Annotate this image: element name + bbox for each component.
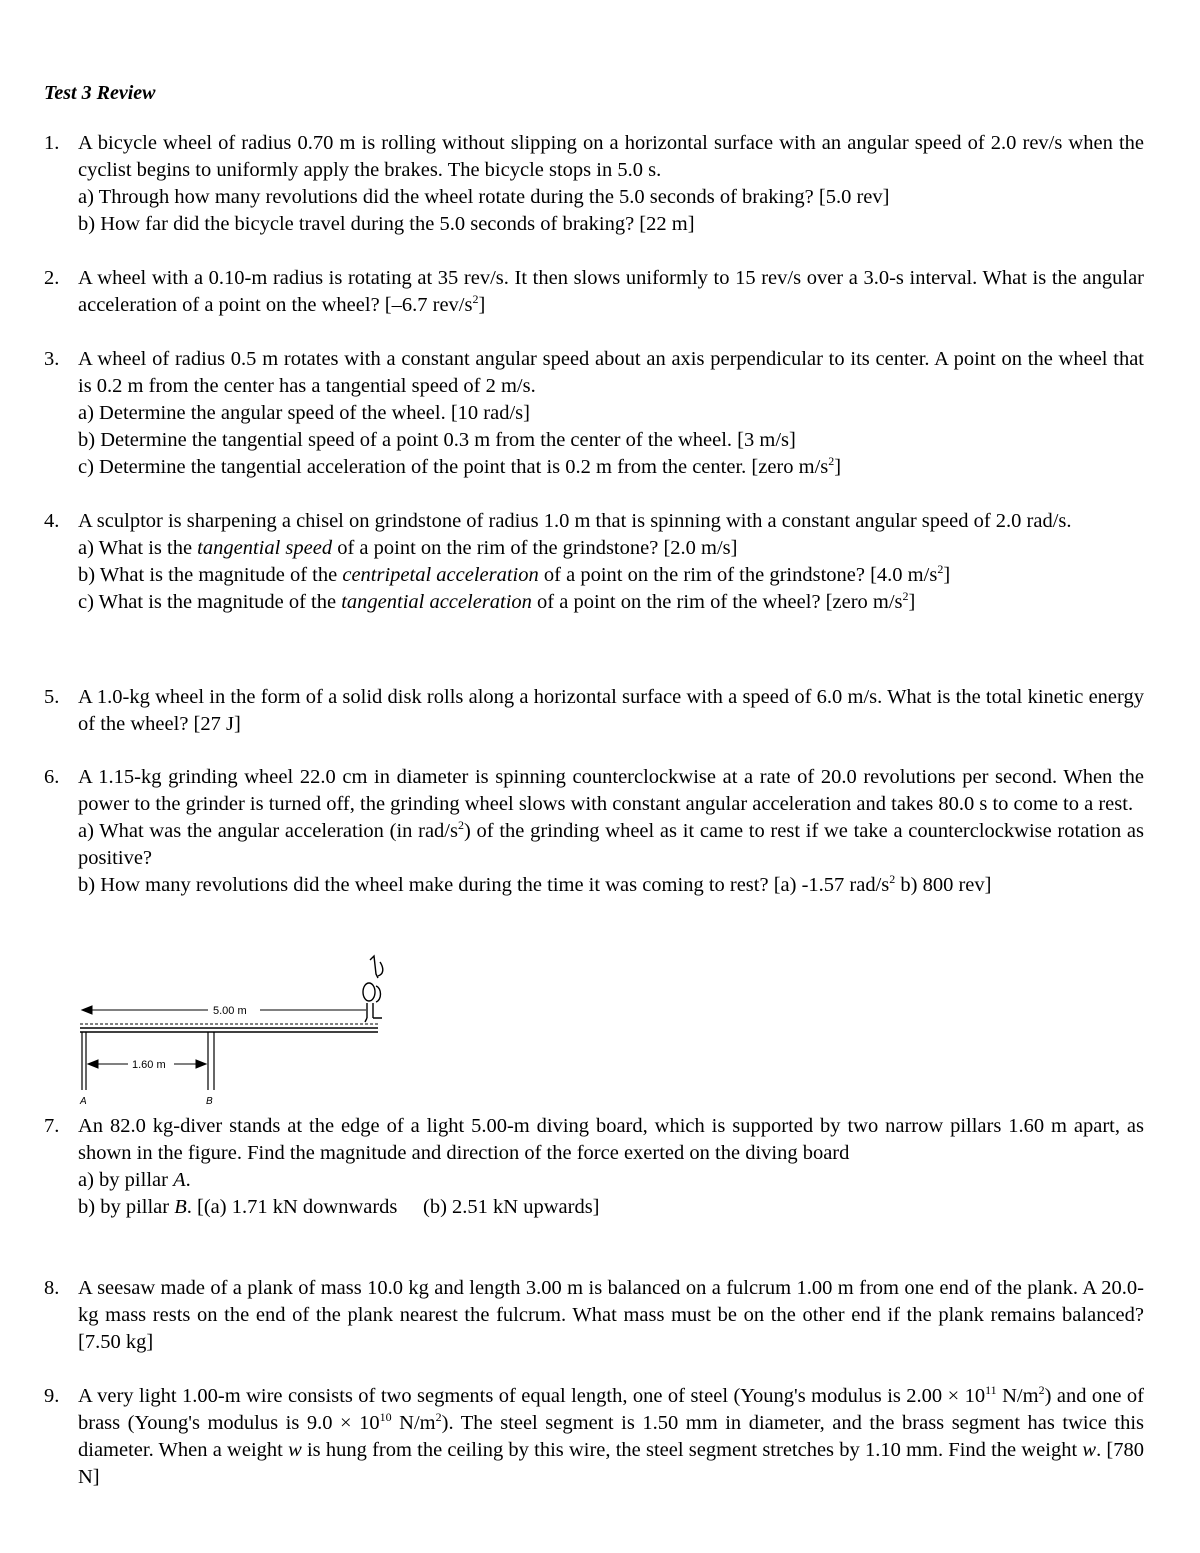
question-part-c [78, 454, 1144, 481]
question-2 [44, 265, 1144, 319]
pillar-a-label: A [80, 1096, 87, 1107]
diving-board [80, 1024, 378, 1032]
superscript: 2 [435, 1410, 442, 1424]
text-segment: N/m [391, 1412, 436, 1434]
text-segment: . [780 N] [78, 1439, 1144, 1488]
question-part-b: b) Determine the tangential speed of a point 0.3 m from the center of the wheel. [3 m/s] [78, 429, 796, 451]
question-part-b [78, 872, 1144, 899]
text-segment: ). The steel segment is 1.50 mm in diameter, and the brass segment has twice this diameter. When a weight [78, 1412, 1144, 1461]
question-part-c [78, 589, 1144, 616]
superscript: 2 [889, 872, 896, 886]
dimension-span-label: 1.60 m [132, 1059, 166, 1071]
question-8 [44, 1275, 1144, 1356]
part-post: b) 800 rev] [895, 874, 992, 896]
superscript: 10 [379, 1410, 392, 1424]
question-part-b [78, 562, 1144, 589]
emphasis: tangential acceleration [341, 591, 532, 613]
question-text: A 1.0-kg wheel in the form of a solid disk rolls along a horizontal surface with a speed of 6.0 m/s. What is the total kinetic energy of the wheel? [27 J] [78, 686, 1144, 735]
question-number: 3. [44, 348, 60, 370]
part-pre: a) What is the [78, 537, 198, 559]
emphasis: centripetal acceleration [342, 564, 539, 586]
question-number: 2. [44, 267, 60, 289]
dimension-total-label: 5.00 m [213, 1005, 247, 1017]
text-segment: A very light 1.00-m wire consists of two segments of equal length, one of steel (Young's modulus is 2.00 × 10 [78, 1385, 986, 1407]
part-pre: b) What is the magnitude of the [78, 564, 343, 586]
question-6 [44, 764, 1144, 899]
question-text: A bicycle wheel of radius 0.70 m is rolling without slipping on a horizontal surface with an angular speed of 2.0 rev/s when the cyclist begins to uniformly apply the brakes. The bicycle stops in 5.0 s. [78, 132, 1144, 181]
question-part-a [78, 1167, 1144, 1194]
page-title: Test 3 Review [44, 82, 156, 104]
question-text: An 82.0 kg-diver stands at the edge of a light 5.00-m diving board, which is supported by two narrow pillars 1.60 m apart, as shown in the figure. Find the magnitude and direction of the force exerted on the diving board [78, 1115, 1144, 1164]
part-post: of a point on the rim of the wheel? [zero m/s [531, 591, 903, 613]
part-end: ] [943, 564, 951, 586]
part-pre: c) What is the magnitude of the [78, 591, 342, 613]
part-post: . [(a) 1.71 kN downwards (b) 2.51 kN upwards] [186, 1196, 600, 1218]
question-number: 6. [44, 766, 60, 788]
part-pre: b) How many revolutions did the wheel make during the time it was coming to rest? [a) -1.57 rad/s [78, 874, 890, 896]
superscript: 2 [457, 818, 464, 832]
question-number: 8. [44, 1277, 60, 1299]
question-number: 1. [44, 132, 60, 154]
question-text: A seesaw made of a plank of mass 10.0 kg and length 3.00 m is balanced on a fulcrum 1.00 m from one end of the plank. A 20.0-kg mass rests on the end of the plank nearest the fulcrum. What mass must be on the other end if the plank remains balanced? [7.50 kg] [78, 1277, 1144, 1353]
question-number: 5. [44, 686, 60, 708]
question-4 [44, 508, 1144, 616]
question-part-a [78, 535, 1144, 562]
question-text: A wheel with a 0.10-m radius is rotating at 35 rev/s. It then slows uniformly to 15 rev/s over a 3.0-s interval. What is the angular acceleration of a point on the wheel? [–6.7 rev/s [78, 267, 1144, 316]
question-part-a: a) Through how many revolutions did the wheel rotate during the 5.0 seconds of braking? [5.0 rev] [78, 186, 890, 208]
pillar-a [82, 1032, 86, 1090]
part-post: of a point on the rim of the grindstone? [2.0 m/s] [332, 537, 738, 559]
emphasis: w [288, 1439, 302, 1461]
question-number: 7. [44, 1115, 60, 1137]
superscript: 11 [985, 1383, 997, 1397]
question-5 [44, 684, 1144, 738]
diver-icon [363, 956, 383, 1022]
superscript: 2 [472, 292, 479, 306]
superscript: 2 [937, 562, 944, 576]
question-text: A sculptor is sharpening a chisel on grindstone of radius 1.0 m that is spinning with a constant angular speed of 2.0 rad/s. [78, 510, 1072, 532]
question-number: 9. [44, 1385, 60, 1407]
question-1 [44, 130, 1144, 238]
emphasis: tangential speed [197, 537, 333, 559]
question-number: 4. [44, 510, 60, 532]
pillar-b [208, 1032, 214, 1090]
part-text: c) Determine the tangential acceleration of the point that is 0.2 m from the center. [zero m/s [78, 456, 829, 478]
question-part-b [78, 1194, 1144, 1221]
part-post: ) of the grinding wheel as it came to rest if we take a counterclockwise rotation as positive? [78, 820, 1144, 869]
question-part-a: a) Determine the angular speed of the wheel. [10 rad/s] [78, 402, 530, 424]
part-post: . [185, 1169, 191, 1191]
part-pre: a) What was the angular acceleration (in rad/s [78, 820, 458, 842]
question-text [78, 1383, 1144, 1491]
superscript: 2 [1038, 1383, 1045, 1397]
question-9 [44, 1383, 1144, 1491]
part-post: of a point on the rim of the grindstone? [4.0 m/s [538, 564, 938, 586]
question-3 [44, 346, 1144, 481]
diving-board-figure [78, 948, 398, 1108]
part-pre: b) by pillar [78, 1196, 175, 1218]
question-text: A 1.15-kg grinding wheel 22.0 cm in diameter is spinning counterclockwise at a rate of 20.0 revolutions per second. When the power to the grinder is turned off, the grinding wheel slows with constant angular acceleration and takes 80.0 s to come to a rest. [78, 766, 1144, 815]
question-7 [44, 1113, 1144, 1221]
emphasis: A [173, 1169, 186, 1191]
text-segment: N/m [996, 1385, 1039, 1407]
emphasis: B [174, 1196, 187, 1218]
question-text-end: ] [478, 294, 486, 316]
question-part-a [78, 818, 1144, 872]
emphasis: w [1082, 1439, 1097, 1461]
question-text: A wheel of radius 0.5 m rotates with a constant angular speed about an axis perpendicular to its center. A point on the wheel that is 0.2 m from the center has a tangential speed of 2 m/s. [78, 348, 1144, 397]
pillar-b-label: B [206, 1096, 213, 1107]
superscript: 2 [902, 589, 909, 603]
part-end: ] [908, 591, 916, 613]
text-segment: is hung from the ceiling by this wire, the steel segment stretches by 1.10 mm. Find the weight [301, 1439, 1083, 1461]
text-segment: ) and one of brass (Young's modulus is 9.0 × 10 [78, 1385, 1144, 1434]
superscript: 2 [828, 454, 835, 468]
question-part-b: b) How far did the bicycle travel during the 5.0 seconds of braking? [22 m] [78, 213, 695, 235]
part-end: ] [834, 456, 842, 478]
part-pre: a) by pillar [78, 1169, 174, 1191]
